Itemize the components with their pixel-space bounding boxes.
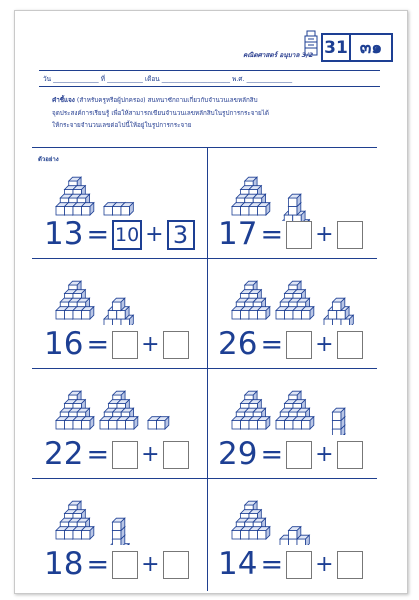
- block-illustration: [36, 263, 206, 325]
- tens-answer-box[interactable]: [112, 551, 138, 579]
- block-illustration: [212, 159, 382, 221]
- equation: [44, 436, 189, 472]
- block-illustration: [212, 373, 382, 435]
- equals-sign: =: [86, 219, 110, 250]
- plus-sign: +: [315, 221, 334, 247]
- tens-answer-box[interactable]: [286, 331, 312, 359]
- block-illustration: [36, 373, 206, 435]
- pyramid-ten-blocks-icon: [276, 391, 314, 429]
- tens-answer-box[interactable]: [112, 331, 138, 359]
- tens-answer-box[interactable]: [286, 441, 312, 469]
- pyramid-ten-blocks-icon: [56, 501, 94, 539]
- ones-answer-box[interactable]: [337, 221, 363, 249]
- block-illustration: [212, 263, 382, 325]
- plus-sign: +: [141, 551, 160, 577]
- ones-answer-box[interactable]: [337, 551, 363, 579]
- small-ones-blocks-icon: [104, 518, 133, 545]
- pyramid-ten-blocks-icon: [232, 177, 270, 215]
- problem-panel: [32, 259, 207, 369]
- date-line: วัน ______________ ที่ ___________ เดือน _____________________ พ.ศ. ______________: [39, 70, 380, 87]
- equation: [218, 546, 363, 582]
- problem-panel: [32, 149, 207, 259]
- ones-answer-box[interactable]: [163, 331, 189, 359]
- tens-answer-box[interactable]: [112, 441, 138, 469]
- page-number: 31: [323, 35, 351, 60]
- small-ones-blocks-icon: [324, 408, 353, 435]
- target-number: 16: [44, 326, 84, 362]
- plus-sign: +: [141, 331, 160, 357]
- equation: [44, 546, 189, 582]
- problem-panel: [208, 479, 383, 589]
- equation: [218, 436, 363, 472]
- small-ones-blocks-icon: [324, 298, 353, 325]
- ones-answer-box[interactable]: [163, 551, 189, 579]
- problem-panel: [208, 259, 383, 369]
- small-ones-blocks-icon: [280, 527, 309, 545]
- tens-answer-box[interactable]: [286, 551, 312, 579]
- problem-panel: [208, 369, 383, 479]
- small-ones-blocks-icon: [104, 203, 133, 215]
- pyramid-ten-blocks-icon: [232, 391, 270, 429]
- block-illustration: [36, 159, 206, 221]
- plus-sign: +: [315, 441, 334, 467]
- pyramid-ten-blocks-icon: [276, 281, 314, 319]
- pyramid-ten-blocks-icon: [232, 281, 270, 319]
- equals-sign: =: [260, 219, 284, 250]
- target-number: 14: [218, 546, 258, 582]
- pyramid-ten-blocks-icon: [56, 281, 94, 319]
- page-number-thai: ๓๑: [359, 38, 383, 58]
- target-number: 17: [218, 216, 258, 252]
- tens-answer-box[interactable]: 10: [112, 220, 142, 250]
- equals-sign: =: [86, 549, 110, 580]
- equals-sign: =: [260, 439, 284, 470]
- page-number-badge: [321, 33, 393, 62]
- pyramid-ten-blocks-icon: [232, 501, 270, 539]
- ones-answer-box[interactable]: [337, 441, 363, 469]
- instructions-line-1: (สำหรับครูหรือผู้ปกครอง) สนทนาซักถามเกี่ยวกับจำนวนเลขหลักสิบ: [74, 97, 258, 104]
- plus-sign: +: [141, 441, 160, 467]
- pyramid-ten-blocks-icon: [56, 177, 94, 215]
- plus-sign: +: [315, 551, 334, 577]
- plus-sign: +: [315, 331, 334, 357]
- pyramid-ten-blocks-icon: [56, 391, 94, 429]
- equation: [44, 326, 189, 362]
- problem-panel: [32, 479, 207, 589]
- small-ones-blocks-icon: [148, 417, 169, 429]
- equals-sign: =: [260, 549, 284, 580]
- instructions-line-3: ให้กระจายจำนวนเลขต่อไปนี้ให้อยู่ในรูปการกระจาย: [52, 122, 192, 129]
- equation: [218, 326, 363, 362]
- small-ones-blocks-icon: [104, 298, 133, 325]
- ones-answer-box[interactable]: [337, 331, 363, 359]
- target-number: 26: [218, 326, 258, 362]
- equals-sign: =: [86, 329, 110, 360]
- instructions-label: คำชี้แจง: [52, 97, 75, 104]
- plus-sign: +: [145, 221, 164, 247]
- instructions: [52, 95, 377, 133]
- target-number: 22: [44, 436, 84, 472]
- equation: [218, 216, 363, 252]
- instructions-line-2: จุดประสงค์การเรียนรู้ เพื่อให้สามารถเขียนจำนวนเลขหลักสิบในรูปการกระจายได้: [52, 109, 269, 117]
- target-number: 18: [44, 546, 84, 582]
- target-number: 29: [218, 436, 258, 472]
- header-subject: คณิตศาสตร์ อนุบาล 3/2: [243, 51, 314, 59]
- equals-sign: =: [260, 329, 284, 360]
- problem-panel: [32, 369, 207, 479]
- equals-sign: =: [86, 439, 110, 470]
- example-label: ตัวอย่าง: [38, 156, 59, 163]
- pyramid-ten-blocks-icon: [100, 391, 138, 429]
- target-number: 13: [44, 216, 84, 252]
- block-illustration: [36, 483, 206, 545]
- ones-answer-box[interactable]: [163, 441, 189, 469]
- problem-grid: [32, 147, 377, 591]
- problem-panel: [208, 149, 383, 259]
- block-illustration: [212, 483, 382, 545]
- tens-answer-box[interactable]: [286, 221, 312, 249]
- equation: [44, 216, 195, 252]
- ones-answer-box[interactable]: 3: [167, 220, 195, 250]
- small-ones-blocks-icon: [280, 194, 309, 221]
